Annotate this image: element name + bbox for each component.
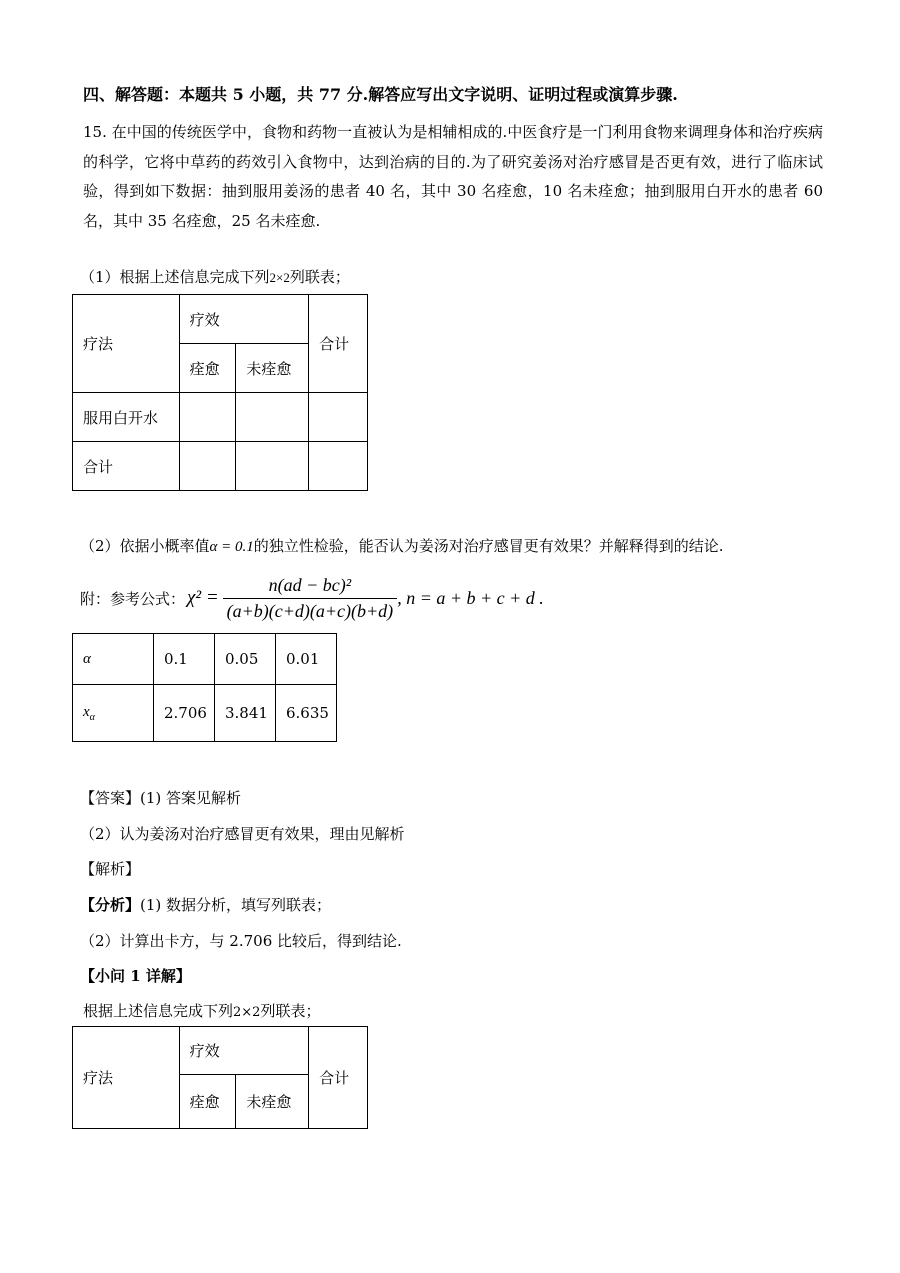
cell-empty: [179, 442, 236, 491]
cell-empty: [309, 393, 368, 442]
analysis-line-2: （2）计算出卡方，与 2.706 比较后，得到结论.: [80, 932, 402, 950]
alpha-value: 0.1: [154, 634, 215, 685]
part-1-tail: 列联表；: [289, 268, 350, 286]
detail-text: [83, 1000, 320, 1021]
problem-text: 在中国的传统医学中，食物和药物一直被认为是相辅相成的.中医食疗是一门利用食物来调理身体和治疗疾病的科学，它将中草药的药效引入食物中，达到治病的目的.为了研究姜汤对治疗感冒是否更有效，进行了临床试验，得到如下数据：抽到服用姜汤的患者 40 名，其中 30 名痊愈，10 名未痊愈；抽到服用白开水的患者 60 名，其中 35 名痊愈，25 名未痊愈.: [83, 123, 823, 230]
cell-empty: [309, 442, 368, 491]
alpha-value: 0.05: [215, 634, 276, 685]
answer-line-2: （2）认为姜汤对治疗感冒更有效果，理由见解析: [80, 825, 405, 843]
alpha-label: α: [73, 634, 154, 685]
critical-value-table: [72, 633, 337, 742]
cell-empty: [236, 442, 309, 491]
detail-math: 2×2: [233, 1005, 261, 1020]
header-total: 合计: [309, 295, 368, 393]
analysis-sub-label: 【分析】: [80, 896, 141, 914]
critical-value: 6.635: [276, 685, 337, 742]
analysis-1: (1) 数据分析，填写列联表；: [140, 896, 332, 914]
header-method: 疗法: [73, 295, 180, 393]
part-2-math: α = 0.1: [209, 539, 254, 555]
part-1-question: [80, 266, 350, 287]
answer-label: 【答案】: [80, 789, 141, 807]
formula-denominator: (a+b)(c+d)(a+c)(b+d): [226, 600, 394, 621]
row-label-water: 服用白开水: [73, 393, 180, 442]
answer-line-1: [80, 787, 241, 808]
part-2-text: （2）依据小概率值: [80, 537, 210, 555]
problem-statement: [83, 118, 823, 236]
x-alpha-label: $x_\alpha$: [73, 685, 154, 742]
alpha-value: 0.01: [276, 634, 337, 685]
formula-tail: , n = a + b + c + d .: [397, 587, 544, 608]
header-total: 合计: [309, 1027, 368, 1129]
part-2-tail: 的独立性检验，能否认为姜汤对治疗感冒更有效果？并解释得到的结论.: [253, 537, 724, 555]
formula-prefix: 附：参考公式：: [80, 589, 186, 608]
header-effect: 疗效: [179, 1027, 309, 1075]
section-heading: 四、解答题：本题共 5 小题，共 77 分.解答应写出文字说明、证明过程或演算步骤.: [83, 85, 678, 104]
header-effect: 疗效: [179, 295, 309, 344]
formula-lhs: χ² =: [187, 587, 219, 608]
contingency-table: [72, 294, 368, 491]
header-not-cured: 未痊愈: [236, 344, 309, 393]
header-cured: 痊愈: [179, 344, 236, 393]
header-cured: 痊愈: [179, 1075, 236, 1129]
formula-fraction: [223, 575, 398, 622]
header-method: 疗法: [73, 1027, 180, 1129]
contingency-table-answer: [72, 1026, 368, 1129]
part-2-question: [80, 535, 724, 556]
critical-value: 3.841: [215, 685, 276, 742]
detail-text-tail: 列联表；: [260, 1002, 321, 1020]
detail-text-prefix: 根据上述信息完成下列: [83, 1002, 234, 1020]
detail-label: 【小问 1 详解】: [80, 967, 191, 985]
cell-empty: [236, 393, 309, 442]
analysis-label: 【解析】: [80, 860, 141, 878]
answer-1: (1) 答案见解析: [140, 789, 242, 807]
analysis-line-1: [80, 894, 331, 915]
part-1-math: 2×2: [269, 270, 290, 285]
problem-number: 15.: [83, 123, 107, 141]
reference-formula: [80, 570, 544, 626]
formula-numerator: n(ad − bc)²: [223, 575, 398, 599]
row-label-total: 合计: [73, 442, 180, 491]
cell-empty: [179, 393, 236, 442]
critical-value: 2.706: [154, 685, 215, 742]
part-1-text: （1）根据上述信息完成下列: [80, 268, 270, 286]
header-not-cured: 未痊愈: [236, 1075, 309, 1129]
